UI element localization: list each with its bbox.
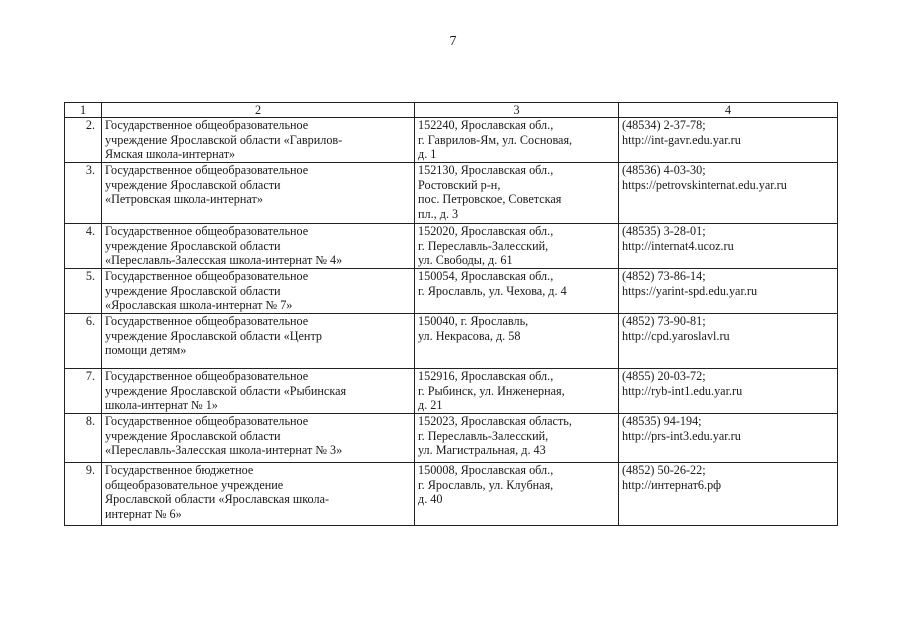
header-cell-4: 4 bbox=[619, 103, 838, 118]
table-row bbox=[65, 269, 838, 314]
contact-cell bbox=[619, 118, 838, 163]
contact-cell-line: http://internat4.ucoz.ru bbox=[622, 238, 734, 253]
address-cell-line: г. Ярославль, ул. Клубная, bbox=[418, 477, 554, 492]
contact-cell-line: http://prs-int3.edu.yar.ru bbox=[622, 428, 741, 443]
address-cell-line: пос. Петровское, Советская bbox=[418, 192, 562, 207]
address-cell-line: пл., д. 3 bbox=[418, 206, 459, 221]
institution-name-cell-line: интернат № 6» bbox=[105, 506, 182, 521]
institution-name-cell-line: Государственное общеобразовательное bbox=[105, 118, 309, 132]
institution-name-cell-line: Государственное общеобразовательное bbox=[105, 163, 309, 177]
institution-name-cell bbox=[102, 414, 415, 463]
table-row bbox=[65, 163, 838, 224]
row-number-cell: 6. bbox=[65, 314, 102, 369]
row-number-cell: 2. bbox=[65, 118, 102, 163]
table-row bbox=[65, 414, 838, 463]
institution-name-cell-line: общеобразовательное учреждение bbox=[105, 477, 284, 492]
table-row bbox=[65, 224, 838, 269]
row-number-cell: 4. bbox=[65, 224, 102, 269]
contact-cell-line: (4852) 73-86-14; bbox=[622, 269, 706, 283]
address-cell-line: г. Переславль-Залесский, bbox=[418, 238, 549, 253]
row-number-cell: 7. bbox=[65, 369, 102, 414]
table-row bbox=[65, 463, 838, 526]
address-cell-line: д. 40 bbox=[418, 492, 443, 507]
address-cell bbox=[415, 163, 619, 224]
table-header-row bbox=[65, 103, 838, 118]
header-cell-1: 1 bbox=[65, 103, 102, 118]
institution-name-cell-line: Государственное общеобразовательное bbox=[105, 269, 309, 283]
contact-cell-line: http://int-gavr.edu.yar.ru bbox=[622, 132, 741, 147]
address-cell bbox=[415, 224, 619, 269]
table-row bbox=[65, 369, 838, 414]
institution-name-cell-line: Ямская школа-интернат» bbox=[105, 147, 236, 162]
institution-name-cell-line: «Переславль-Залесская школа-интернат № 4» bbox=[105, 253, 343, 268]
table-row bbox=[65, 118, 838, 163]
institution-name-cell-line: помощи детям» bbox=[105, 343, 187, 358]
address-cell-line: 152130, Ярославская обл., bbox=[418, 163, 554, 177]
institution-name-cell-line: Государственное общеобразовательное bbox=[105, 414, 309, 428]
institution-name-cell bbox=[102, 463, 415, 526]
address-cell-line: г. Переславль-Залесский, bbox=[418, 428, 549, 443]
contact-cell-line: (48535) 94-194; bbox=[622, 414, 702, 428]
address-cell bbox=[415, 269, 619, 314]
institution-name-cell-line: «Петровская школа-интернат» bbox=[105, 192, 263, 207]
row-number-cell: 9. bbox=[65, 463, 102, 526]
contact-cell-line: (4852) 50-26-22; bbox=[622, 463, 706, 477]
institution-name-cell-line: «Переславль-Залесская школа-интернат № 3» bbox=[105, 443, 343, 458]
contact-cell bbox=[619, 414, 838, 463]
contact-cell bbox=[619, 269, 838, 314]
address-cell bbox=[415, 314, 619, 369]
address-cell-line: г. Ярославль, ул. Чехова, д. 4 bbox=[418, 283, 567, 298]
contact-cell bbox=[619, 224, 838, 269]
institution-name-cell-line: Государственное общеобразовательное bbox=[105, 224, 309, 238]
institution-name-cell-line: Ярославской области «Ярославская школа- bbox=[105, 492, 330, 507]
address-cell-line: ул. Свободы, д. 61 bbox=[418, 253, 513, 268]
address-cell-line: ул. Магистральная, д. 43 bbox=[418, 443, 546, 458]
institution-name-cell-line: учреждение Ярославской области bbox=[105, 283, 281, 298]
address-cell-line: д. 21 bbox=[418, 398, 443, 413]
contact-cell-line: (48535) 3-28-01; bbox=[622, 224, 706, 238]
institution-name-cell-line: учреждение Ярославской области bbox=[105, 177, 281, 192]
institution-name-cell-line: учреждение Ярославской области bbox=[105, 238, 281, 253]
page-number: 7 bbox=[449, 34, 457, 49]
row-number-cell: 3. bbox=[65, 163, 102, 224]
institution-name-cell bbox=[102, 118, 415, 163]
header-cell-3: 3 bbox=[415, 103, 619, 118]
contact-cell-line: (4855) 20-03-72; bbox=[622, 369, 706, 383]
address-cell bbox=[415, 369, 619, 414]
address-cell-line: г. Гаврилов-Ям, ул. Сосновая, bbox=[418, 132, 573, 147]
institution-name-cell-line: учреждение Ярославской области «Центр bbox=[105, 328, 323, 343]
address-cell bbox=[415, 414, 619, 463]
address-cell-line: 152023, Ярославская область, bbox=[418, 414, 572, 428]
address-cell-line: д. 1 bbox=[418, 147, 437, 162]
address-cell bbox=[415, 118, 619, 163]
address-cell bbox=[415, 463, 619, 526]
address-cell-line: 150054, Ярославская обл., bbox=[418, 269, 554, 283]
contact-cell bbox=[619, 463, 838, 526]
row-number-cell: 8. bbox=[65, 414, 102, 463]
address-cell-line: 152240, Ярославская обл., bbox=[418, 118, 554, 132]
contact-cell-line: http://ryb-int1.edu.yar.ru bbox=[622, 383, 743, 398]
table-row bbox=[65, 314, 838, 369]
table-body bbox=[65, 103, 838, 526]
contact-cell bbox=[619, 163, 838, 224]
institution-name-cell bbox=[102, 269, 415, 314]
institution-name-cell bbox=[102, 163, 415, 224]
address-cell-line: 152020, Ярославская обл., bbox=[418, 224, 554, 238]
contact-cell-line: (4852) 73-90-81; bbox=[622, 314, 706, 328]
contact-cell-line: https://yarint-spd.edu.yar.ru bbox=[622, 283, 758, 298]
institution-name-cell-line: Государственное общеобразовательное bbox=[105, 369, 309, 383]
institution-name-cell bbox=[102, 224, 415, 269]
contact-cell-line: (48534) 2-37-78; bbox=[622, 118, 706, 132]
row-number-cell: 5. bbox=[65, 269, 102, 314]
institution-name-cell-line: «Ярославская школа-интернат № 7» bbox=[105, 298, 293, 313]
contact-cell-line: https://petrovskinternat.edu.yar.ru bbox=[622, 177, 787, 192]
institution-name-cell-line: учреждение Ярославской области «Гаврилов- bbox=[105, 132, 343, 147]
institution-name-cell-line: учреждение Ярославской области bbox=[105, 428, 281, 443]
contact-cell-line: (48536) 4-03-30; bbox=[622, 163, 706, 177]
address-cell-line: 150040, г. Ярославль, bbox=[418, 314, 529, 328]
address-cell-line: ул. Некрасова, д. 58 bbox=[418, 328, 521, 343]
address-cell-line: 150008, Ярославская обл., bbox=[418, 463, 554, 477]
institution-name-cell-line: Государственное общеобразовательное bbox=[105, 314, 309, 328]
address-cell-line: г. Рыбинск, ул. Инженерная, bbox=[418, 383, 565, 398]
contact-cell bbox=[619, 369, 838, 414]
address-cell-line: 152916, Ярославская обл., bbox=[418, 369, 554, 383]
contact-cell-line: http://интернат6.рф bbox=[622, 477, 722, 492]
institution-name-cell-line: учреждение Ярославской области «Рыбинская bbox=[105, 383, 347, 398]
institution-name-cell bbox=[102, 314, 415, 369]
institutions-table bbox=[64, 102, 838, 526]
address-cell-line: Ростовский р-н, bbox=[418, 177, 501, 192]
institution-name-cell bbox=[102, 369, 415, 414]
header-cell-2: 2 bbox=[102, 103, 415, 118]
contact-cell bbox=[619, 314, 838, 369]
institution-name-cell-line: Государственное бюджетное bbox=[105, 463, 254, 477]
institution-name-cell-line: школа-интернат № 1» bbox=[105, 398, 218, 413]
contact-cell-line: http://cpd.yaroslavl.ru bbox=[622, 328, 730, 343]
